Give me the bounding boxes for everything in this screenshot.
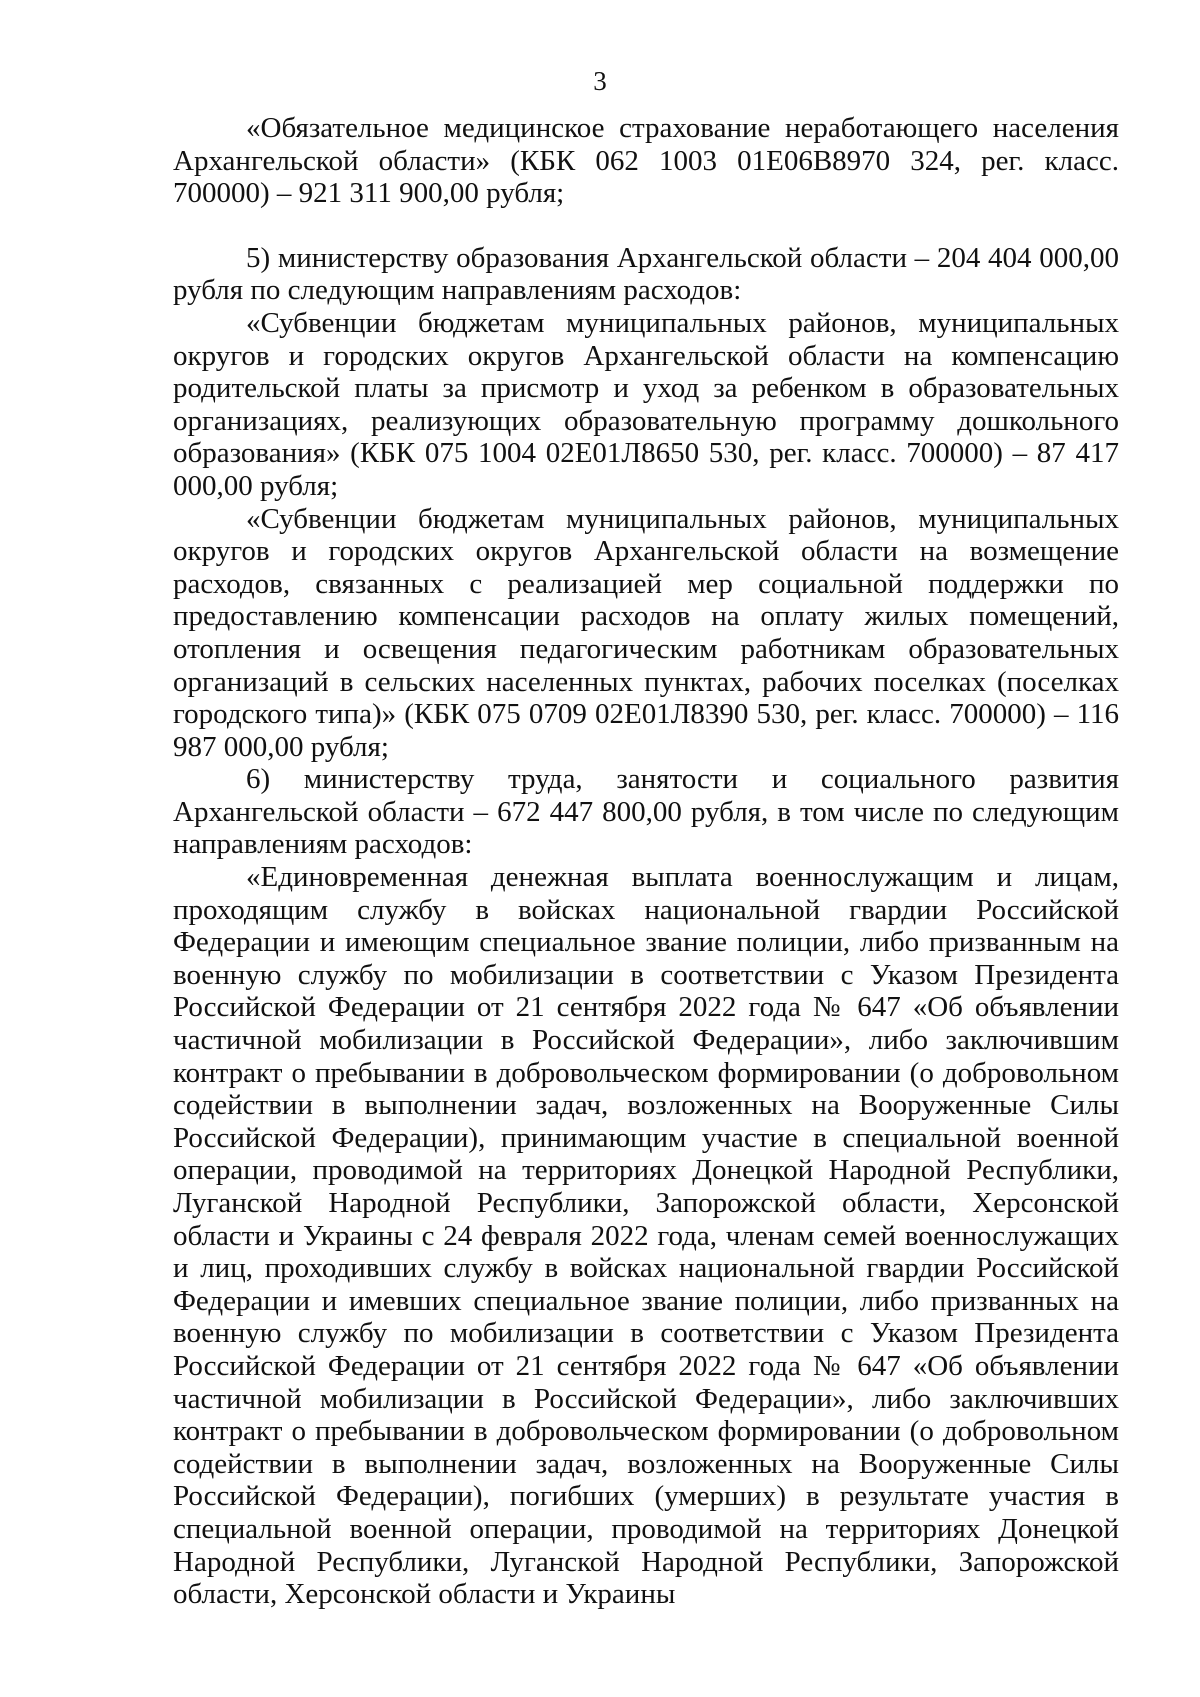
- paragraph-insurance: «Обязательное медицинское страхование неработающего населения Архангельской области» (КБК 062 1003 01Е06В8970 324, рег. класс. 700000) – 921 311 900,00 рубля;: [173, 112, 1119, 210]
- page-number: 3: [593, 66, 607, 96]
- paragraph-subvention-parent-fee: «Субвенции бюджетам муниципальных районов, муниципальных округов и городских округов Архангельской области на компенсацию родительской платы за присмотр и уход за ребенком в образовательных организациях, реализующих образовательную программу дошкольного образования» (КБК 075 1004 02Е01Л8650 530, рег. класс. 700000) – 87 417 000,00 рубля;: [173, 306, 1119, 502]
- document-body: [173, 112, 1119, 1611]
- paragraph-ministry-labor: 6) министерству труда, занятости и социального развития Архангельской области – 672 447 800,00 рубля, в том числе по следующим направлениям расходов:: [173, 763, 1119, 861]
- paragraph-lump-sum-payment: «Единовременная денежная выплата военнослужащим и лицам, проходящим службу в войсках национальной гвардии Российской Федерации и имеющим специальное звание полиции, либо призванным на военную службу по мобилизации в соответствии с Указом Президента Российской Федерации от 21 сентября 2022 года № 647 «Об объявлении частичной мобилизации в Российской Федерации», либо заключившим контракт о пребывании в добровольческом формировании (о добровольном содействии в выполнении задач, возложенных на Вооруженные Силы Российской Федерации), принимающим участие в специальной военной операции, проводимой на территориях Донецкой Народной Республики, Луганской Народной Республики, Запорожской области, Херсонской области и Украины с 24 февраля 2022 года, членам семей военнослужащих и лиц, проходивших службу в войсках национальной гвардии Российской Федерации и имевших специальное звание полиции, либо призванных на военную службу по мобилизации в соответствии с Указом Президента Российской Федерации от 21 сентября 2022 года № 647 «Об объявлении частичной мобилизации в Российской Федерации», либо заключивших контракт о пребывании в добровольческом формировании (о добровольном содействии в выполнении задач, возложенных на Вооруженные Силы Российской Федерации), погибших (умерших) в результате участия в специальной военной операции, проводимой на территориях Донецкой Народной Республики, Луганской Народной Республики, Запорожской области, Херсонской области и Украины: [173, 861, 1119, 1611]
- paragraph-ministry-education: 5) министерству образования Архангельской области – 204 404 000,00 рубля по следующим направлениям расходов:: [173, 241, 1119, 307]
- paragraph-subvention-teacher-housing: «Субвенции бюджетам муниципальных районов, муниципальных округов и городских округов Архангельской области на возмещение расходов, связанных с реализацией мер социальной поддержки по предоставлению компенсации расходов на оплату жилых помещений, отопления и освещения педагогическим работникам образовательных организаций в сельских населенных пунктах, рабочих поселках (поселках городского типа)» (КБК 075 0709 02Е01Л8390 530, рег. класс. 700000) – 116 987 000,00 рубля;: [173, 502, 1119, 763]
